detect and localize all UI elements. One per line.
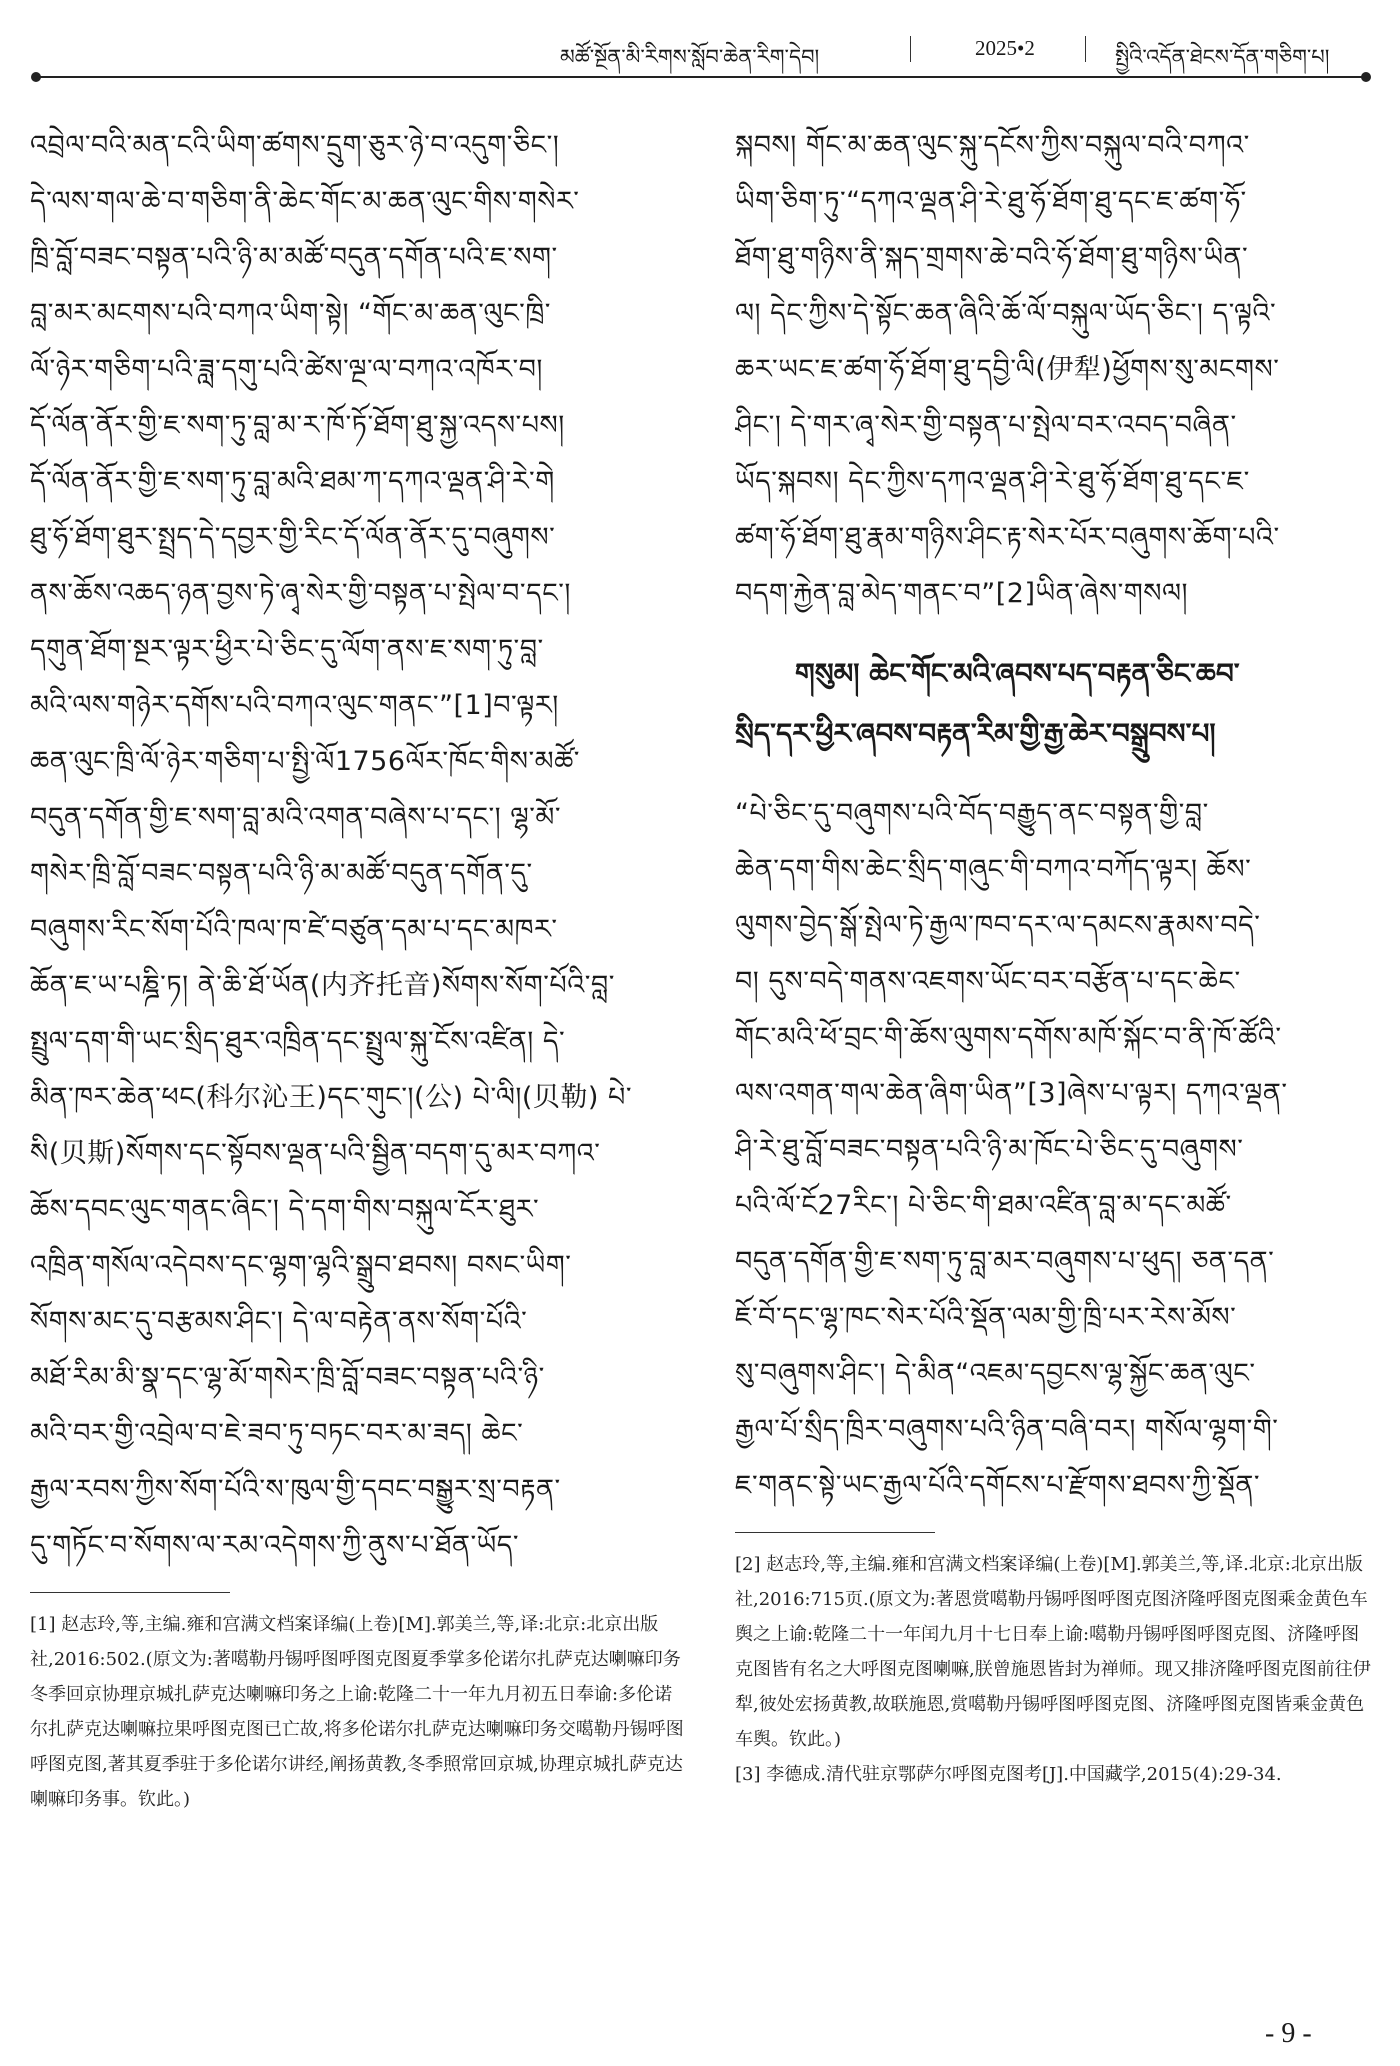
- text-line: ཆོས་དབང་ལུང་གནང་ཞིང་། དེ་དག་གིས་བསྐུལ་ངོར་ཐུར་: [30, 1194, 540, 1225]
- text-line: ལས་འགན་གལ་ཆེན་ཞིག་ཡིན”[3]ཞེས་པ་ལྟར། དཀའ་ལྡན་: [735, 1078, 1288, 1109]
- text-line: ཐོག་ཐུ་གཉིས་ནི་སྐད་གྲགས་ཆེ་བའི་ཧོ་ཐོག་ཐུ་གཉིས་ཡིན་: [735, 242, 1249, 273]
- text-line: བདག་རྐྱེན་བླ་མེད་གནང་བ”[2]ཡིན་ཞེས་གསལ།: [735, 578, 1189, 609]
- text-line: ཁྲི་བློ་བཟང་བསྟན་པའི་ཉི་མ་མཚོ་བདུན་དགོན་པའི་ཇ་སག་: [30, 242, 558, 273]
- right-body-text-bottom: [735, 786, 1375, 1514]
- right-body-text-top: [735, 118, 1375, 622]
- text-line: རྒྱལ་རབས་ཀྱིས་སོག་པོའི་ས་ཁུལ་གྱི་དབང་བསྒྱུར་སྲ་བརྟན་: [30, 1474, 561, 1505]
- issue-number: 2025•2: [975, 36, 1035, 60]
- text-line: ཡིག་ཅིག་ཏུ་“དཀའ་ལྡན་ཤི་རེ་ཐུ་ཧོ་ཐོག་ཐུ་དང་ཇ་ཚག་ཧོ་: [735, 186, 1247, 217]
- header-divider: [1085, 36, 1086, 62]
- right-column: [735, 118, 1375, 1792]
- text-line: ཇོ་བོ་དང་ལྷ་ཁང་སེར་པོའི་སྡོན་ལམ་གྱི་ཁྲི་པར་རེས་མོས་: [735, 1302, 1237, 1333]
- text-line: པའི་ལོ་ངོ27རིང་། པེ་ཅིང་གི་ཐམ་འཛིན་བླ་མ་དང་མཚོ་: [735, 1190, 1232, 1221]
- text-line: ལོ་ཉེར་གཅིག་པའི་ཟླ་དགུ་པའི་ཚེས་ལྔ་ལ་བཀའ་འཁོར་བ།: [30, 354, 543, 385]
- left-footnotes: [30, 1607, 690, 1817]
- footnote: [1] 赵志玲,等,主编.雍和宫满文档案译编(上卷)[M].郭美兰,等,译:北京:北京出版社,2016:502.(原文为:著噶勒丹锡呼图呼图克图夏季掌多伦诺尔扎萨克达喇嘛印务冬季回京协理京城扎萨克达喇嘛印务之上谕:乾隆二十一年九月初五日奉谕:多伦诺尔扎萨克达喇嘛拉果呼图克图已亡故,将多伦诺尔扎萨克达喇嘛印务交噶勒丹锡呼图呼图克图,著其夏季驻于多伦诺尔讲经,阐扬黄教,冬季照常回京城,协理京城扎萨克达喇嘛印务事。钦此。): [30, 1614, 684, 1810]
- text-line: ཚག་ཧོ་ཐོག་ཐུ་རྣམ་གཉིས་ཤིང་རྟ་སེར་པོར་བཞུགས་ཆོག་པའི་: [735, 522, 1280, 553]
- text-line: ཇ་གནང་སྟེ་ཡང་རྒྱལ་པོའི་དགོངས་པ་རྫོགས་ཐབས་ཀྱི་སྡོན་: [735, 1470, 1260, 1501]
- text-line: ཆན་ལུང་ཁྲི་ལོ་ཉེར་གཅིག་པ་སྤྱི་ལོ1756ལོར་ཁོང་གིས་མཚོ་: [30, 746, 580, 777]
- text-line: གསེར་ཁྲི་བློ་བཟང་བསྟན་པའི་ཉི་མ་མཚོ་བདུན་དགོན་དུ་: [30, 858, 533, 889]
- text-line: སྤྲུལ་དག་གི་ཡང་སྲིད་ཐུར་འཁྲིན་དང་སྤྲུལ་སྐུ་ངོས་འཛིན། དེ་: [30, 1026, 566, 1057]
- page-number: - 9 -: [1265, 2018, 1312, 2049]
- text-line: གོང་མའི་ཕོ་བྲང་གི་ཆོས་ལུགས་དགོས་མཁོ་སྐོང་བ་ནི་ཁོ་ཚོའི་: [735, 1022, 1282, 1053]
- text-line: སུ་བཞུགས་ཤིང་། དེ་མིན“འཇམ་དབྱངས་ལྷ་སྐྱོང་ཆན་ལུང་: [735, 1358, 1256, 1389]
- text-line: ཤི་རེ་ཐུ་བློ་བཟང་བསྟན་པའི་ཉི་མ་ཁོང་པེ་ཅིང་དུ་བཞུགས་: [735, 1134, 1244, 1165]
- text-line: ཐུ་ཧོ་ཐོག་ཐུར་སྤྲད་དེ་དབྱར་གྱི་རིང་དོ་ལོན་ནོར་དུ་བཞུགས་: [30, 522, 556, 553]
- text-line: ལ། དེང་ཀྱིས་དེ་སྟོང་ཆན་ཞིའི་ཆོ་ལོ་བསྐུལ་ཡོད་ཅིང་། ད་ལྟའི་: [735, 298, 1277, 329]
- footnote: [3] 李德成.清代驻京鄂萨尔呼图克图考[J].中国藏学,2015(4):29-34.: [735, 1764, 1282, 1785]
- text-line: ཆེན་དག་གིས་ཆེང་སྲིད་གཞུང་གི་བཀའ་བཀོད་ལྟར། ཆོས་: [735, 854, 1252, 885]
- text-line: དེ་ལས་གལ་ཆེ་བ་གཅིག་ནི་ཆེང་གོང་མ་ཆན་ལུང་གིས་གསེར་: [30, 186, 580, 217]
- text-line: མཐོ་རིམ་མི་སྣ་དང་ལྷ་མོ་གསེར་ཁྲི་བློ་བཟང་བསྟན་པའི་ཉི་: [30, 1362, 545, 1393]
- text-line: སྐབས། གོང་མ་ཆན་ལུང་སྐུ་དངོས་ཀྱིས་བསྐུལ་བའི་བཀའ་: [735, 130, 1250, 161]
- left-body-text: [30, 118, 690, 1574]
- heading-line: གསུམ། ཆེང་གོང་མའི་ཞབས་པད་བརྟན་ཅིང་ཆབ་: [795, 657, 1240, 690]
- journal-title: མཚོ་སྔོན་མི་རིགས་སློབ་ཆེན་རིག་དེབ།: [560, 45, 820, 69]
- text-line: མའི་བར་གྱི་འབྲེལ་བ་ཇེ་ཟབ་ཏུ་བཏང་བར་མ་ཟད། ཆེང་: [30, 1418, 524, 1449]
- text-line: དོ་ལོན་ནོར་གྱི་ཇ་སག་ཏུ་བླ་མ་ར་ཁོ་ཏོ་ཐོག་ཐུ་སྐྱ་འདས་པས།: [30, 410, 565, 441]
- text-line: དགུན་ཐོག་སྔར་ལྟར་ཕྱིར་པེ་ཅིང་དུ་ལོག་ནས་ཇ་སག་ཏུ་བླ་: [30, 634, 544, 665]
- right-footnotes: [735, 1547, 1375, 1792]
- heading-line: སྲིད་དར་ཕྱིར་ཞབས་བརྟན་རིམ་གྱི་རྒྱ་ཆེར་བསྒྲུབས་པ།: [735, 717, 1216, 750]
- text-line: ཆོན་ཇ་ཡ་པཎྜི་ཏ། ནེ་ཆི་ཐོ་ཡོན(内齐托音)སོགས་སོག་པོའི་བླ་: [30, 970, 615, 1001]
- page-header: [30, 34, 1370, 74]
- text-line: ཡོད་སྐབས། དེང་ཀྱིས་དཀའ་ལྡན་ཤི་རེ་ཐུ་ཧོ་ཐོག་ཐུ་དང་ཇ་: [735, 466, 1250, 497]
- text-line: མའི་ལས་གཉེར་དགོས་པའི་བཀའ་ལུང་གནང་”[1]བ་ལྟར།: [30, 690, 559, 721]
- rule-dot: [1361, 72, 1371, 82]
- text-line: སི(贝斯)སོགས་དང་སྟོབས་ལྡན་པའི་སྦྱིན་བདག་དུ་མར་བཀའ་: [30, 1138, 601, 1169]
- footnote-rule: [735, 1532, 935, 1533]
- section-label: སྤྱིའི་འདོན་ཐེངས་དོན་གཅིག་པ།: [1115, 45, 1330, 69]
- rule-dot: [31, 72, 41, 82]
- text-line: ལུགས་བྱེད་སྒོ་སྤེལ་ཏེ་རྒྱལ་ཁབ་དར་ལ་དམངས་རྣམས་བདེ་: [735, 910, 1261, 941]
- header-rule: [36, 76, 1366, 78]
- text-line: ཆར་ཡང་ཇ་ཚག་ཧོ་ཐོག་ཐུ་དབྱི་ལི(伊犁)ཕྱོགས་སུ་མངགས་: [735, 354, 1280, 385]
- footnote-rule: [30, 1592, 230, 1593]
- text-line: འབྲེལ་བའི་མན་ངའི་ཡིག་ཚགས་དྲུག་ཅུར་ཉེ་བ་འདུག་ཅིང་།: [30, 130, 560, 161]
- text-line: སོགས་མང་དུ་བརྩམས་ཤིང་། དེ་ལ་བརྟེན་ནས་སོག་པོའི་: [30, 1306, 528, 1337]
- left-column: [30, 118, 690, 1817]
- text-line: འཁྲིན་གསོལ་འདེབས་དང་ལྷག་ལྷའི་སྒྲུབ་ཐབས། བསང་ཡིག་: [30, 1250, 572, 1281]
- text-line: “པེ་ཅིང་དུ་བཞུགས་པའི་བོད་བརྒྱུད་ནང་བསྟན་གྱི་བླ་: [735, 798, 1209, 829]
- text-line: མིན་ཁར་ཆེན་ཕང(科尔沁王)དང་གུང་།(公) པེ་ལི།(贝勒) པེ་: [30, 1082, 633, 1113]
- text-line: དུ་གཏོང་བ་སོགས་ལ་རམ་འདེགས་ཀྱི་ནུས་པ་ཐོན་ཡོད་: [30, 1530, 520, 1561]
- text-line: ཤིང་། དེ་གར་ཞྭ་སེར་གྱི་བསྟན་པ་སྤེལ་བར་འབད་བཞིན་: [735, 410, 1237, 441]
- section-heading: [735, 644, 1375, 764]
- text-line: བདུན་དགོན་གྱི་ཇ་སག་བླ་མའི་འགན་བཞེས་པ་དང་། ལྷ་མོ་: [30, 802, 562, 833]
- header-divider: [910, 36, 911, 62]
- text-line: བདུན་དགོན་གྱི་ཇ་སག་ཏུ་བླ་མར་བཞུགས་པ་ཕུད། ཅན་དན་: [735, 1246, 1275, 1277]
- text-line: བ། དུས་བདེ་གནས་འཇགས་ཡོང་བར་བརྩོན་པ་དང་ཆེང་: [735, 966, 1241, 997]
- text-line: བཞུགས་རིང་སོག་པོའི་ཁལ་ཁ་ཛེ་བཙུན་དམ་པ་དང་མཁར་: [30, 914, 558, 945]
- text-line: ནས་ཆོས་འཆད་ཉན་བྱས་ཏེ་ཞྭ་སེར་གྱི་བསྟན་པ་སྤེལ་བ་དང་།: [30, 578, 571, 609]
- footnote: [2] 赵志玲,等,主编.雍和宫满文档案译编(上卷)[M].郭美兰,等,译.北京:北京出版社,2016:715页.(原文为:著恩赏噶勒丹锡呼图呼图克图济隆呼图克图乘金黄色车舆之上谕:乾隆二十一年闰九月十七日奉上谕:噶勒丹锡呼图呼图克图、济隆呼图克图皆有名之大呼图克图喇嘛,朕曾施恩皆封为禅师。现又排济隆呼图克图前往伊犁,彼处宏扬黄教,故联施恩,赏噶勒丹锡呼图呼图克图、济隆呼图克图皆乘金黄色车舆。钦此。): [735, 1554, 1371, 1750]
- text-line: དོ་ལོན་ནོར་གྱི་ཇ་སག་ཏུ་བླ་མའི་ཐམ་ཀ་དཀའ་ལྡན་ཤི་རེ་གེ: [30, 466, 555, 497]
- text-line: རྒྱལ་པོ་སྲིད་ཁྲིར་བཞུགས་པའི་ཉིན་བཞི་བར། གསོལ་ལྷག་གི་: [735, 1414, 1279, 1445]
- text-line: བླ་མར་མངགས་པའི་བཀའ་ཡིག་སྟེ། “གོང་མ་ཆན་ལུང་ཁྲི་: [30, 298, 551, 329]
